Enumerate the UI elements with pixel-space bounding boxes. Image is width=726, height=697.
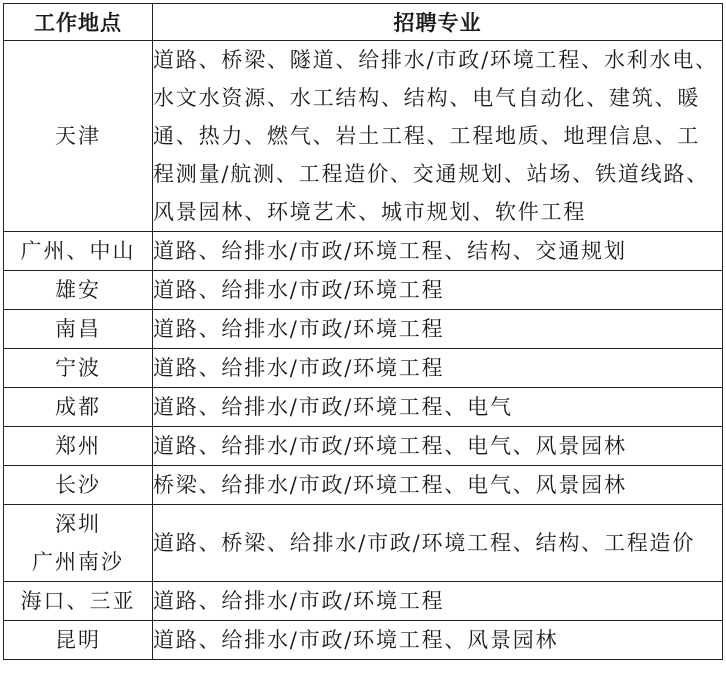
- location-text: 广州、中山: [20, 239, 136, 263]
- location-text: 宁波: [55, 356, 101, 380]
- majors-cell: 道路、给排水/市政/环境工程、结构、交通规划: [153, 232, 723, 271]
- table-row: [4, 41, 723, 232]
- majors-cell: 道路、给排水/市政/环境工程、风景园林: [153, 621, 723, 660]
- header-row: [4, 4, 723, 41]
- location-text: 广州南沙: [32, 550, 124, 574]
- location-text: 海口、三亚: [20, 589, 136, 613]
- majors-cell: 道路、给排水/市政/环境工程、电气: [153, 388, 723, 427]
- location-cell: [4, 41, 153, 232]
- table-row: [4, 466, 723, 505]
- table-row: [4, 271, 723, 310]
- header-majors: 招聘专业: [153, 4, 723, 41]
- table-row: [4, 427, 723, 466]
- location-cell: [4, 427, 153, 466]
- table-row: [4, 310, 723, 349]
- table-row: [4, 582, 723, 621]
- majors-cell: 桥梁、给排水/市政/环境工程、电气、风景园林: [153, 466, 723, 505]
- location-text: 昆明: [55, 628, 101, 652]
- majors-cell: 道路、桥梁、隧道、给排水/市政/环境工程、水利水电、水文水资源、水工结构、结构、电气自动化、建筑、暖通、热力、燃气、岩土工程、工程地质、地理信息、工程测量/航测、工程造价、交通规划、站场、铁道线路、风景园林、环境艺术、城市规划、软件工程: [153, 41, 723, 232]
- location-text: 长沙: [55, 473, 101, 497]
- table-row: [4, 349, 723, 388]
- location-cell: [4, 349, 153, 388]
- location-cell: [4, 388, 153, 427]
- location-cell: [4, 505, 153, 582]
- majors-cell: 道路、桥梁、给排水/市政/环境工程、结构、工程造价: [153, 505, 723, 582]
- location-cell: [4, 232, 153, 271]
- location-text: 郑州: [55, 434, 101, 458]
- table-row: [4, 388, 723, 427]
- location-cell: [4, 466, 153, 505]
- table-row: [4, 232, 723, 271]
- recruitment-table: [3, 3, 723, 660]
- header-location: 工作地点: [4, 4, 153, 41]
- location-text: 深圳: [55, 512, 101, 536]
- location-cell: [4, 310, 153, 349]
- majors-cell: 道路、给排水/市政/环境工程: [153, 582, 723, 621]
- location-cell: [4, 621, 153, 660]
- location-text: 天津: [55, 124, 101, 148]
- location-cell: [4, 582, 153, 621]
- location-text: 雄安: [55, 278, 101, 302]
- majors-cell: 道路、给排水/市政/环境工程: [153, 349, 723, 388]
- table-row: [4, 621, 723, 660]
- majors-cell: 道路、给排水/市政/环境工程: [153, 310, 723, 349]
- majors-cell: 道路、给排水/市政/环境工程: [153, 271, 723, 310]
- location-text: 南昌: [55, 317, 101, 341]
- location-text: 成都: [55, 395, 101, 419]
- table-row: [4, 505, 723, 582]
- majors-cell: 道路、给排水/市政/环境工程、电气、风景园林: [153, 427, 723, 466]
- location-cell: [4, 271, 153, 310]
